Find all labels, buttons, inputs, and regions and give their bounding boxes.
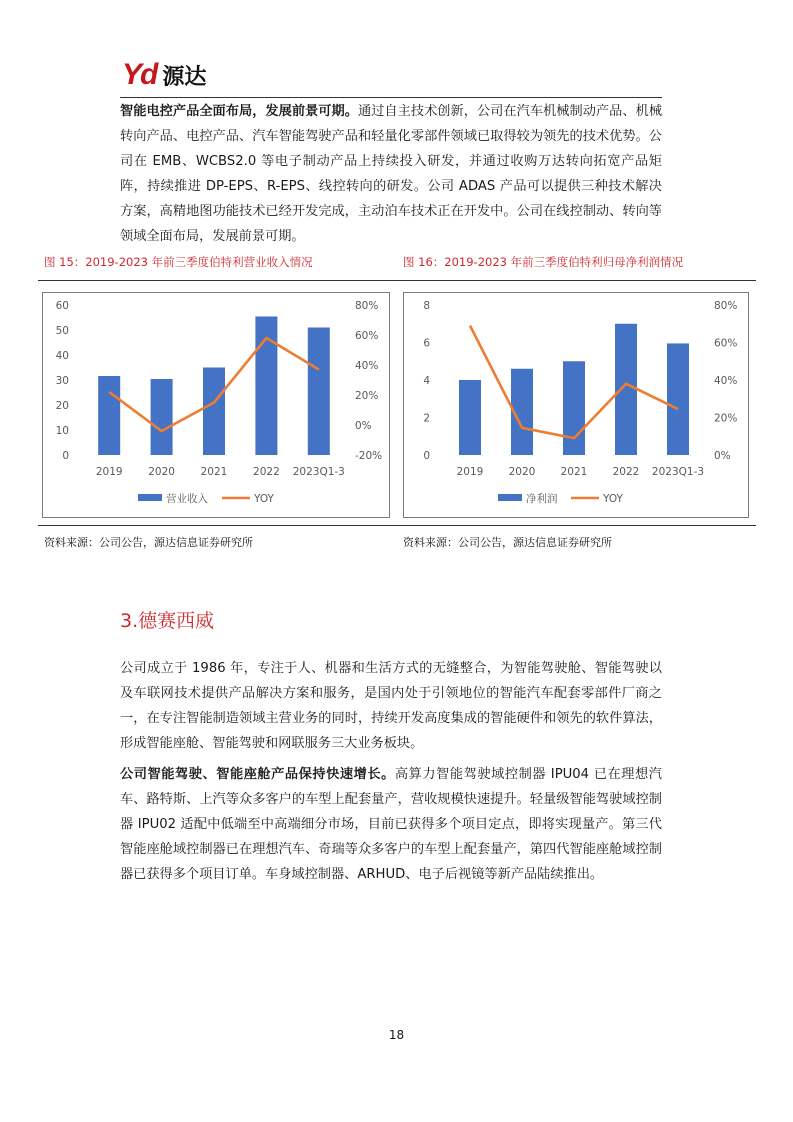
x-tick-label: 2020 — [148, 466, 175, 478]
bar — [459, 380, 481, 455]
paragraph-desay-intro — [120, 656, 662, 756]
paragraph-body: 公司成立于 1986 年，专注于人、机器和生活方式的无缝整合，为智能驾驶舱、智能驾驶以及车联网技术提供产品解决方案和服务，是国内处于引领地位的智能汽车配套零部件厂商之一，在专注智能制造领域主营业务的同时，持续开发高度集成的智能硬件和领先的软件算法，形成智能座舱、智能驾驶和网联服务三大业务板块。 — [120, 661, 662, 751]
logo-mark: Yd — [122, 58, 157, 91]
y2-tick-label: 20% — [355, 390, 379, 402]
x-tick-label: 2022 — [612, 466, 640, 478]
legend-line-label: YOY — [603, 493, 623, 505]
section-heading: 3.德赛西威 — [120, 610, 215, 632]
net-profit-chart — [404, 293, 748, 517]
header-rule — [120, 97, 662, 98]
x-tick-label: 2023Q1-3 — [292, 466, 345, 478]
y2-tick-label: 40% — [355, 360, 379, 372]
revenue-chart-box — [42, 292, 390, 518]
bar — [308, 328, 330, 456]
legend-bar-swatch — [138, 494, 162, 501]
legend-bar-label: 净利润 — [526, 493, 558, 505]
x-tick-label: 2023Q1-3 — [651, 466, 705, 478]
y2-tick-label: 80% — [714, 300, 738, 312]
y-tick-label: 50 — [55, 325, 69, 337]
y-tick-label: 20 — [55, 400, 69, 412]
figure-bottom-rule — [38, 525, 756, 526]
y2-tick-label: -20% — [355, 450, 383, 462]
bar — [563, 361, 585, 455]
figure-16-title: 图 16：2019-2023 年前三季度伯特利归母净利润情况 — [403, 255, 684, 269]
y-tick-label: 60 — [55, 300, 69, 312]
company-logo — [122, 58, 206, 92]
paragraph-lead: 公司智能驾驶、智能座舱产品保持快速增长。 — [120, 767, 395, 782]
legend-bar-swatch — [498, 494, 522, 501]
profit-chart-box — [403, 292, 749, 518]
x-tick-label: 2020 — [508, 466, 536, 478]
y2-tick-label: 40% — [714, 375, 738, 387]
x-tick-label: 2022 — [253, 466, 280, 478]
y2-tick-label: 0% — [355, 420, 372, 432]
y-tick-label: 6 — [423, 337, 430, 350]
paragraph-body: 高算力智能驾驶域控制器 IPU04 已在理想汽车、路特斯、上汽等众多客户的车型上配套量产，营收规模快速提升。轻量级智能驾驶域控制器 IPU02 适配中低端至中高端细分市场，目前已获得多个项目定点，即将实现量产。第三代智能座舱域控制器已在理想汽车、奇瑞等众多客户的车型上配套量产，第四代智能座舱域控制器已获得多个项目订单。车身域控制器、ARHUD、电子后视镜等新产品陆续推出。 — [120, 767, 662, 882]
y-tick-label: 8 — [423, 300, 430, 312]
paragraph-body: 通过自主技术创新，公司在汽车机械制动产品、机械转向产品、电控产品、汽车智能驾驶产品和轻量化零部件领域已取得较为领先的技术优势。公司在 EMB、WCBS2.0 等电子制动产品上持续投入研发，并通过收购万达转向拓宽产品矩阵，持续推进 DP-EPS、R-EPS、线控转向的研发。公司 ADAS 产品可以提供三种技术解决方案，高精地图功能技术已经开发完成，主动泊车技术正在开发中。公司在线控制动、转向等领域全面布局，发展前景可期。 — [120, 104, 663, 244]
x-tick-label: 2019 — [95, 466, 123, 478]
logo-text: 源达 — [162, 64, 207, 90]
y-tick-label: 4 — [423, 375, 430, 387]
revenue-chart — [43, 293, 389, 517]
y-tick-label: 40 — [55, 350, 69, 362]
y-tick-label: 30 — [55, 375, 69, 387]
bar — [203, 368, 225, 456]
paragraph-brake-products — [120, 99, 662, 249]
y2-tick-label: 80% — [355, 300, 379, 312]
paragraph-lead: 智能电控产品全面布局，发展前景可期。 — [120, 104, 358, 119]
figure-15-title: 图 15：2019-2023 年前三季度伯特利营业收入情况 — [44, 255, 313, 269]
y-tick-label: 10 — [55, 425, 69, 437]
x-tick-label: 2021 — [560, 466, 588, 478]
y2-tick-label: 60% — [714, 337, 738, 350]
figure-15-source: 资料来源：公司公告，源达信息证券研究所 — [44, 536, 253, 549]
bar — [667, 343, 689, 455]
bar — [615, 324, 637, 455]
y-tick-label: 2 — [423, 412, 430, 425]
y-tick-label: 0 — [62, 450, 69, 462]
figure-16-source: 资料来源：公司公告，源达信息证券研究所 — [403, 536, 612, 549]
y-tick-label: 0 — [423, 450, 430, 462]
x-tick-label: 2021 — [200, 466, 228, 478]
x-tick-label: 2019 — [456, 466, 484, 478]
figure-top-rule — [38, 280, 756, 281]
legend-bar-label: 营业收入 — [166, 493, 208, 505]
y2-tick-label: 60% — [355, 330, 379, 342]
paragraph-desay-products — [120, 762, 662, 887]
bar — [151, 379, 173, 455]
page-number: 18 — [388, 1028, 405, 1042]
y2-tick-label: 0% — [714, 450, 731, 462]
legend-line-label: YOY — [254, 493, 274, 505]
bar — [98, 376, 120, 455]
y2-tick-label: 20% — [714, 412, 738, 425]
